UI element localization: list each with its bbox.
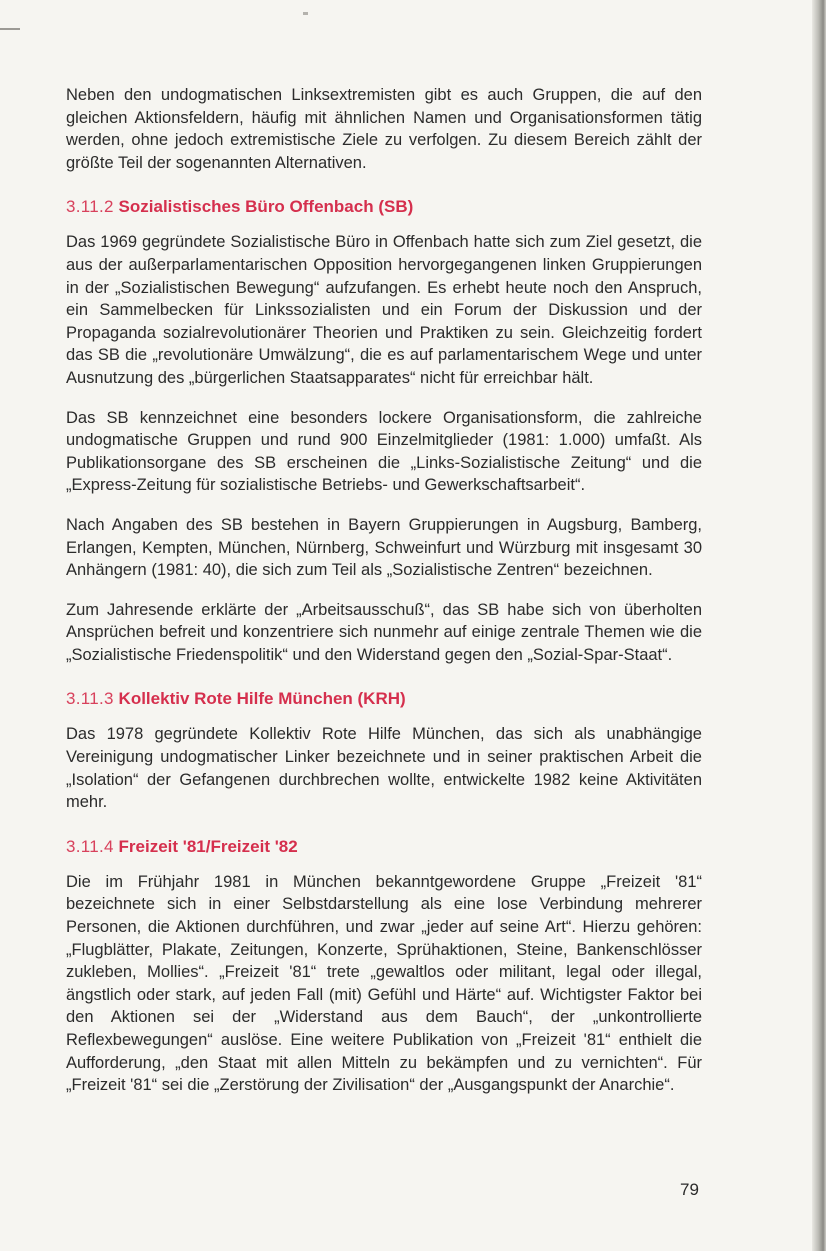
paragraph: Das SB kennzeichnet eine besonders lockere Organisationsform, die zahlreiche undogmatische Gruppen und rund 900 Einzelmitglieder (1981: 1.000) umfaßt. Als Publikationsorgane des SB erscheinen die „Links-Sozialistische Zeitung“ und die „Express-Zeitung für sozialistische Betriebs- und Gewerkschaftsarbeit“. xyxy=(66,408,702,495)
page-number: 79 xyxy=(680,1180,699,1199)
page-body xyxy=(66,84,702,1114)
scan-corner-mark xyxy=(0,28,20,30)
section-heading-freizeit xyxy=(66,836,702,858)
paragraph: Zum Jahresende erklärte der „Arbeitsausschuß“, das SB habe sich von überholten Ansprüchen befreit und konzentriere sich nunmehr auf einige zentrale Themen wie die „Sozialistische Friedenspolitik“ und den Widerstand gegen den „Sozial-Spar-Staat“. xyxy=(66,600,702,664)
paragraph: Das 1969 gegründete Sozialistische Büro in Offenbach hatte sich zum Ziel gesetzt, die aus der außerparlamentarischen Opposition hervorgegangenen linken Gruppierungen in der „Sozialistischen Bewegung“ aufzufangen. Es erhebt heute noch den Anspruch, ein Sammelbecken für Linkssozialisten und ein Forum der Diskussion und der Propaganda sozialrevolutionärer Theorien und Praktiken zu sein. Gleichzeitig fordert das SB die „revolutionäre Umwälzung“, die es auf parlamentarischem Wege und unter Ausnutzung des „bürgerlichen Staatsapparates“ nicht für erreichbar hält. xyxy=(66,233,702,387)
scan-speck xyxy=(303,12,308,15)
paragraph: Die im Frühjahr 1981 in München bekanntgewordene Gruppe „Freizeit '81“ bezeichnete sich in einer Selbstdarstellung als eine lose Verbindung mehrerer Personen, die Aktionen durchführen, und zwar „jeder auf seine Art“. Hierzu gehören: „Flugblätter, Plakate, Zeitungen, Konzerte, Sprühaktionen, Steine, Bankenschlösser zukleben, Mollies“. „Freizeit '81“ trete „gewaltlos oder militant, legal oder illegal, ängstlich oder stark, auf jeden Fall (mit) Gefühl und Härte“ auf. Wichtigster Faktor bei den Aktionen sei der „Widerstand aus dem Bauch“, der „unkontrollierte Reflexbewegungen“ auslöse. Eine weitere Publikation von „Freizeit '81“ enthielt die Aufforderung, „den Staat mit allen Mitteln zu bekämpfen und zu vernichten“. Für „Freizeit '81“ sei die „Zerstörung der Zivilisation“ der „Ausgangspunkt der Anarchie“. xyxy=(66,872,702,1095)
section-heading-krh xyxy=(66,688,702,710)
page-edge-shadow xyxy=(812,0,826,1251)
section-title: Freizeit '81/Freizeit '82 xyxy=(118,836,298,856)
paragraph: Das 1978 gegründete Kollektiv Rote Hilfe München, das sich als unabhängige Vereinigung undogmatischer Linker bezeichnete und in seiner praktischen Arbeit die „Isolation“ der Gefangenen durchbrechen wollte, entwickelte 1982 keine Aktivitäten mehr. xyxy=(66,725,702,812)
section-title: Sozialistisches Büro Offenbach (SB) xyxy=(118,197,414,217)
section-number: 3.11.2 xyxy=(66,197,114,217)
intro-paragraph: Neben den undogmatischen Linksextremisten gibt es auch Gruppen, die auf den gleichen Aktionsfeldern, häufig mit ähnlichen Namen und Organisationsformen tätig werden, ohne jedoch extremistische Ziele zu verfolgen. Zu diesem Bereich zählt der größte Teil der sogenannten Alternativen. xyxy=(66,86,702,172)
section-title: Kollektiv Rote Hilfe München (KRH) xyxy=(118,689,406,709)
paragraph: Nach Angaben des SB bestehen in Bayern Gruppierungen in Augsburg, Bamberg, Erlangen, Kempten, München, Nürnberg, Schweinfurt und Würzburg mit insgesamt 30 Anhängern (1981: 40), die sich zum Teil als „Sozialistische Zentren“ bezeichnen. xyxy=(66,515,702,580)
section-number: 3.11.3 xyxy=(66,689,114,709)
section-heading-sb xyxy=(66,196,702,218)
section-number: 3.11.4 xyxy=(66,836,114,856)
